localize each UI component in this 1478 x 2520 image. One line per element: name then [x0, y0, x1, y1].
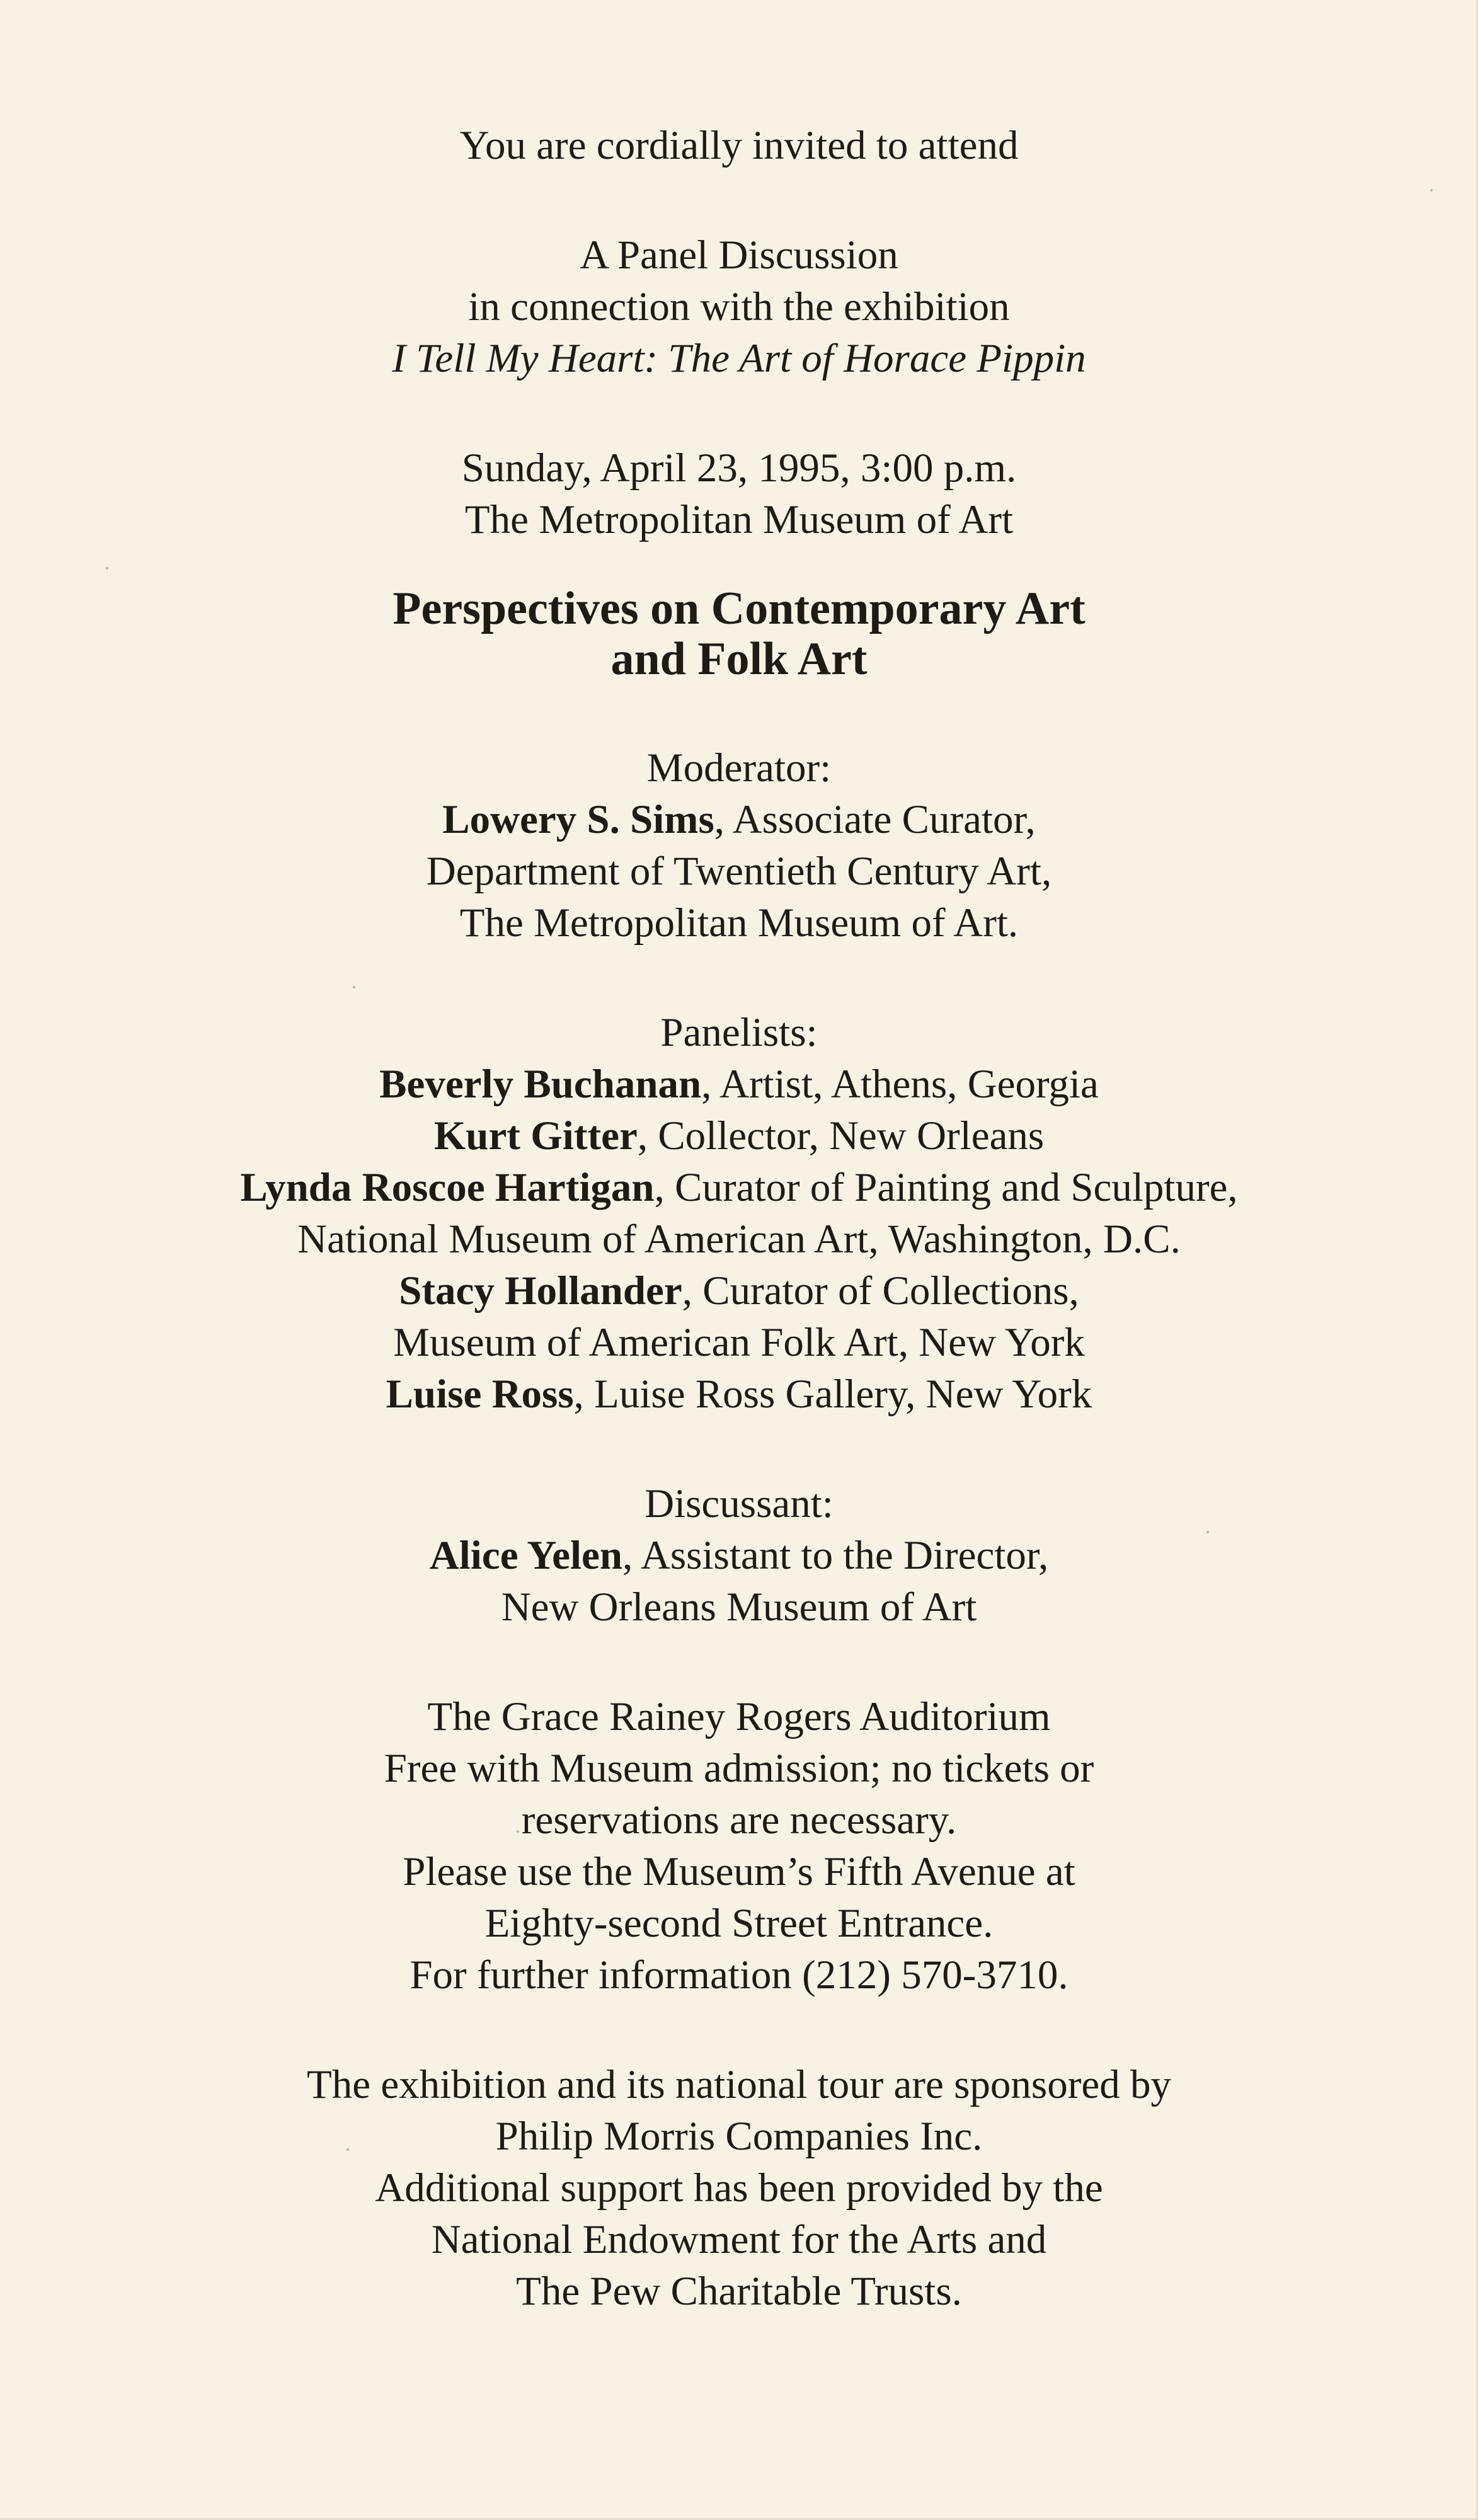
- panelist-detail: , Artist, Athens, Georgia: [701, 1062, 1099, 1107]
- logistics-line: For further information (212) 570-3710.: [410, 1952, 1068, 1998]
- panelist-line: [0, 1368, 1478, 1420]
- paper-speck: [1206, 1531, 1209, 1533]
- panelist-line: [0, 1058, 1478, 1110]
- event-type: A Panel Discussion: [580, 232, 898, 278]
- moderator-line3: The Metropolitan Museum of Art.: [459, 900, 1019, 946]
- moderator-line2: Department of Twentieth Century Art,: [426, 849, 1052, 894]
- sponsor-line: Philip Morris Companies Inc.: [495, 2114, 983, 2159]
- venue: The Metropolitan Museum of Art: [464, 497, 1014, 542]
- logistics-line: Free with Museum admission; no tickets or: [384, 1746, 1094, 1791]
- logistics-line: Please use the Museum’s Fifth Avenue at: [403, 1849, 1075, 1894]
- discussant-line1: [0, 1530, 1478, 1581]
- discussion-title-line1: Perspectives on Contemporary Art: [392, 583, 1086, 634]
- logistics-line: The Grace Rainey Rogers Auditorium: [427, 1694, 1051, 1739]
- date-time: Sunday, April 23, 1995, 3:00 p.m.: [461, 445, 1017, 491]
- paper-speck: [106, 567, 108, 570]
- panelist-name: Beverly Buchanan: [379, 1062, 702, 1107]
- exhibition-title: I Tell My Heart: The Art of Horace Pippin: [392, 336, 1086, 381]
- panelist-affiliation: National Museum of American Art, Washington, D.C.: [297, 1217, 1181, 1262]
- panelist-line: [0, 1110, 1478, 1162]
- paper-speck: [347, 2148, 349, 2151]
- panelist-detail: , Curator of Painting and Sculpture,: [654, 1165, 1238, 1210]
- discussant-heading: Discussant:: [644, 1481, 834, 1526]
- paper-speck: [517, 1830, 519, 1833]
- moderator-name: Lowery S. Sims: [442, 797, 714, 842]
- logistics-line: Eighty-second Street Entrance.: [484, 1901, 994, 1946]
- sponsor-line: The Pew Charitable Trusts.: [516, 2269, 962, 2314]
- paper-speck: [1430, 189, 1433, 192]
- panelists-heading: Panelists:: [660, 1010, 818, 1055]
- panelist-line: [0, 1162, 1478, 1213]
- panelist-line: [0, 1265, 1478, 1317]
- panelist-name: Luise Ross: [386, 1372, 574, 1417]
- panelist-detail: , Luise Ross Gallery, New York: [573, 1372, 1092, 1417]
- moderator-heading: Moderator:: [646, 745, 832, 791]
- discussant-role: , Assistant to the Director,: [622, 1533, 1049, 1578]
- panelist-detail: , Curator of Collections,: [682, 1268, 1079, 1314]
- sponsor-line: National Endowment for the Arts and: [431, 2217, 1047, 2262]
- logistics-line: reservations are necessary.: [521, 1797, 957, 1843]
- discussion-title-line2: and Folk Art: [610, 633, 868, 685]
- connection-line: in connection with the exhibition: [468, 284, 1010, 329]
- moderator-line1: [0, 794, 1478, 845]
- intro-line: You are cordially invited to attend: [459, 123, 1019, 168]
- paper-speck: [353, 986, 355, 988]
- invitation-text: [0, 120, 1478, 2317]
- sponsor-line: Additional support has been provided by the: [375, 2165, 1103, 2211]
- panelist-detail: , Collector, New Orleans: [637, 1113, 1045, 1159]
- discussant-name: Alice Yelen: [429, 1533, 623, 1578]
- panelist-affiliation: Museum of American Folk Art, New York: [393, 1320, 1085, 1365]
- discussant-line2: New Orleans Museum of Art: [501, 1584, 977, 1630]
- panelist-name: Kurt Gitter: [433, 1113, 638, 1159]
- moderator-role: , Associate Curator,: [714, 797, 1036, 842]
- panelist-name: Stacy Hollander: [399, 1268, 682, 1314]
- panelist-name: Lynda Roscoe Hartigan: [240, 1165, 655, 1210]
- sponsor-line: The exhibition and its national tour are sponsored by: [307, 2062, 1171, 2107]
